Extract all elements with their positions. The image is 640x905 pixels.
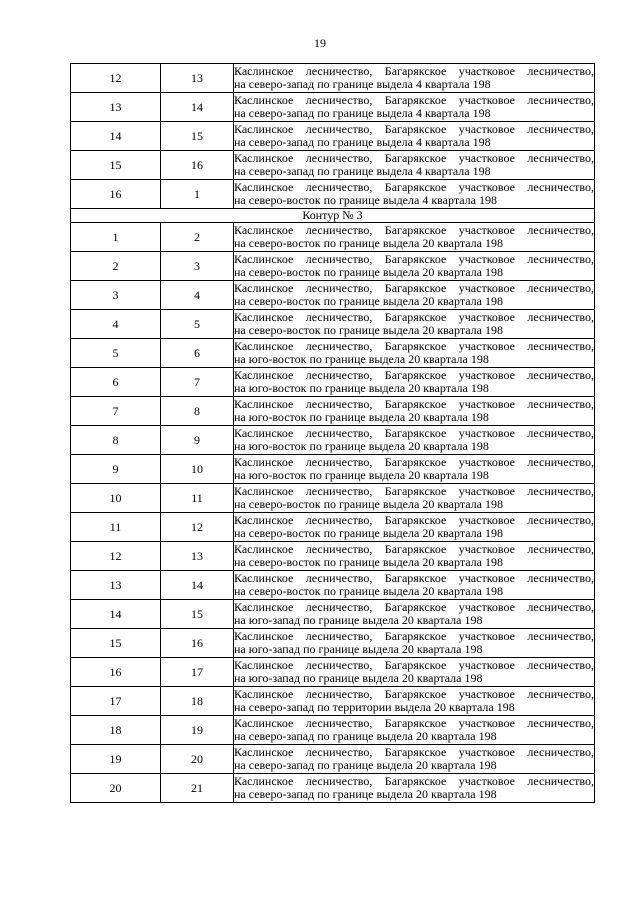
description-line-2: на юго-восток по границе выдела 20 квартала 198 [234, 352, 489, 366]
description-line-1: Каслинское лесничество, Багарякское участковое лесничество, [234, 310, 594, 324]
table-row [71, 484, 595, 513]
table-row [71, 426, 595, 455]
boundary-description-cell [234, 716, 595, 745]
description-line-2: на северо-запад по границе выдела 4 квартала 198 [234, 164, 491, 178]
table-row [71, 310, 595, 339]
point-to-cell: 12 [161, 513, 234, 542]
boundary-description-cell [234, 281, 595, 310]
point-to-cell: 3 [161, 252, 234, 281]
boundary-table [70, 63, 595, 803]
point-to-cell: 16 [161, 151, 234, 180]
description-line-1: Каслинское лесничество, Багарякское участковое лесничество, [234, 281, 594, 295]
description-line-2: на северо-запад по границе выдела 4 квартала 198 [234, 106, 491, 120]
table-row [71, 151, 595, 180]
boundary-description-cell [234, 93, 595, 122]
point-to-cell: 14 [161, 571, 234, 600]
description-line-2: на северо-восток по границе выдела 20 квартала 198 [234, 323, 503, 337]
description-line-2: на северо-запад по границе выдела 20 квартала 198 [234, 787, 497, 801]
boundary-description-cell [234, 600, 595, 629]
description-line-2: на юго-восток по границе выдела 20 квартала 198 [234, 381, 489, 395]
description-line-2: на юго-восток по границе выдела 20 квартала 198 [234, 439, 489, 453]
description-line-1: Каслинское лесничество, Багарякское участковое лесничество, [234, 122, 594, 136]
description-line-1: Каслинское лесничество, Багарякское участковое лесничество, [234, 716, 594, 730]
description-line-2: на северо-запад по границе выдела 20 квартала 198 [234, 729, 497, 743]
table-row [71, 397, 595, 426]
description-line-2: на юго-восток по границе выдела 20 квартала 198 [234, 468, 489, 482]
point-from-cell: 2 [71, 252, 161, 281]
description-line-1: Каслинское лесничество, Багарякское участковое лесничество, [234, 542, 594, 556]
description-line-2: на юго-запад по границе выдела 20 квартала 198 [234, 671, 483, 685]
point-to-cell: 13 [161, 542, 234, 571]
table-row [71, 658, 595, 687]
description-line-1: Каслинское лесничество, Багарякское участковое лесничество, [234, 600, 594, 614]
description-line-2: на юго-восток по границе выдела 20 квартала 198 [234, 410, 489, 424]
point-from-cell: 19 [71, 745, 161, 774]
point-from-cell: 12 [71, 64, 161, 93]
point-from-cell: 18 [71, 716, 161, 745]
point-from-cell: 13 [71, 93, 161, 122]
description-line-1: Каслинское лесничество, Багарякское участковое лесничество, [234, 513, 594, 527]
table-row [71, 252, 595, 281]
table-row [71, 687, 595, 716]
description-line-1: Каслинское лесничество, Багарякское участковое лесничество, [234, 397, 594, 411]
description-line-2: на северо-восток по границе выдела 20 квартала 198 [234, 584, 503, 598]
table-row [71, 180, 595, 209]
table-row [71, 774, 595, 803]
point-to-cell: 17 [161, 658, 234, 687]
description-line-2: на северо-восток по границе выдела 20 квартала 198 [234, 497, 503, 511]
point-from-cell: 6 [71, 368, 161, 397]
point-to-cell: 18 [161, 687, 234, 716]
point-from-cell: 11 [71, 513, 161, 542]
contour-label: Контур № 3 [71, 209, 595, 223]
description-line-2: на северо-восток по границе выдела 20 квартала 198 [234, 555, 503, 569]
table-row [71, 629, 595, 658]
boundary-description-cell [234, 774, 595, 803]
boundary-description-cell [234, 571, 595, 600]
description-line-2: на северо-восток по границе выдела 20 квартала 198 [234, 236, 503, 250]
point-from-cell: 9 [71, 455, 161, 484]
description-line-2: на юго-запад по границе выдела 20 квартала 198 [234, 613, 483, 627]
description-line-1: Каслинское лесничество, Багарякское участковое лесничество, [234, 687, 594, 701]
description-line-1: Каслинское лесничество, Багарякское участковое лесничество, [234, 455, 594, 469]
point-to-cell: 8 [161, 397, 234, 426]
table-row [71, 368, 595, 397]
point-to-cell: 13 [161, 64, 234, 93]
description-line-1: Каслинское лесничество, Багарякское участковое лесничество, [234, 484, 594, 498]
boundary-description-cell [234, 64, 595, 93]
boundary-description-cell [234, 629, 595, 658]
description-line-2: на северо-запад по границе выдела 4 квартала 198 [234, 77, 491, 91]
table-row [71, 513, 595, 542]
description-line-1: Каслинское лесничество, Багарякское участковое лесничество, [234, 151, 594, 165]
point-to-cell: 15 [161, 600, 234, 629]
point-to-cell: 9 [161, 426, 234, 455]
description-line-1: Каслинское лесничество, Багарякское участковое лесничество, [234, 368, 594, 382]
point-to-cell: 16 [161, 629, 234, 658]
point-from-cell: 16 [71, 180, 161, 209]
point-from-cell: 13 [71, 571, 161, 600]
boundary-description-cell [234, 658, 595, 687]
description-line-2: на северо-восток по границе выдела 4 квартала 198 [234, 193, 497, 207]
description-line-1: Каслинское лесничество, Багарякское участковое лесничество, [234, 629, 594, 643]
description-line-2: на северо-восток по границе выдела 20 квартала 198 [234, 265, 503, 279]
description-line-2: на северо-восток по границе выдела 20 квартала 198 [234, 526, 503, 540]
point-from-cell: 8 [71, 426, 161, 455]
point-to-cell: 11 [161, 484, 234, 513]
table-row [71, 542, 595, 571]
point-to-cell: 4 [161, 281, 234, 310]
description-line-2: на северо-запад по территории выдела 20 квартала 198 [234, 700, 515, 714]
point-to-cell: 19 [161, 716, 234, 745]
table-row [71, 281, 595, 310]
table-row [71, 716, 595, 745]
boundary-table-body [71, 64, 595, 803]
point-from-cell: 14 [71, 122, 161, 151]
table-row [71, 455, 595, 484]
point-to-cell: 21 [161, 774, 234, 803]
boundary-description-cell [234, 223, 595, 252]
table-row [71, 93, 595, 122]
description-line-1: Каслинское лесничество, Багарякское участковое лесничество, [234, 339, 594, 353]
boundary-description-cell [234, 745, 595, 774]
boundary-description-cell [234, 368, 595, 397]
table-row [71, 745, 595, 774]
description-line-1: Каслинское лесничество, Багарякское участковое лесничество, [234, 745, 594, 759]
point-to-cell: 10 [161, 455, 234, 484]
description-line-2: на северо-восток по границе выдела 20 квартала 198 [234, 294, 503, 308]
boundary-description-cell [234, 122, 595, 151]
point-to-cell: 6 [161, 339, 234, 368]
description-line-1: Каслинское лесничество, Багарякское участковое лесничество, [234, 774, 594, 788]
point-from-cell: 17 [71, 687, 161, 716]
point-from-cell: 12 [71, 542, 161, 571]
description-line-1: Каслинское лесничество, Багарякское участковое лесничество, [234, 658, 594, 672]
point-from-cell: 3 [71, 281, 161, 310]
table-row [71, 64, 595, 93]
description-line-1: Каслинское лесничество, Багарякское участковое лесничество, [234, 93, 594, 107]
description-line-1: Каслинское лесничество, Багарякское участковое лесничество, [234, 223, 594, 237]
table-row [71, 223, 595, 252]
point-from-cell: 7 [71, 397, 161, 426]
point-from-cell: 15 [71, 151, 161, 180]
point-from-cell: 15 [71, 629, 161, 658]
description-line-1: Каслинское лесничество, Багарякское участковое лесничество, [234, 64, 594, 78]
table-row [71, 339, 595, 368]
point-to-cell: 7 [161, 368, 234, 397]
point-from-cell: 4 [71, 310, 161, 339]
boundary-description-cell [234, 310, 595, 339]
point-from-cell: 16 [71, 658, 161, 687]
description-line-1: Каслинское лесничество, Багарякское участковое лесничество, [234, 426, 594, 440]
boundary-description-cell [234, 339, 595, 368]
page-number: 19 [314, 36, 326, 50]
table-row [71, 571, 595, 600]
point-from-cell: 1 [71, 223, 161, 252]
point-from-cell: 20 [71, 774, 161, 803]
description-line-2: на юго-запад по границе выдела 20 квартала 198 [234, 642, 483, 656]
boundary-description-cell [234, 484, 595, 513]
boundary-description-cell [234, 397, 595, 426]
table-row [71, 122, 595, 151]
point-from-cell: 14 [71, 600, 161, 629]
point-to-cell: 14 [161, 93, 234, 122]
boundary-description-cell [234, 455, 595, 484]
boundary-description-cell [234, 542, 595, 571]
point-to-cell: 5 [161, 310, 234, 339]
description-line-2: на северо-запад по границе выдела 4 квартала 198 [234, 135, 491, 149]
point-to-cell: 20 [161, 745, 234, 774]
boundary-description-cell [234, 180, 595, 209]
contour-header-row [71, 209, 595, 223]
description-line-2: на северо-запад по границе выдела 20 квартала 198 [234, 758, 497, 772]
description-line-1: Каслинское лесничество, Багарякское участковое лесничество, [234, 252, 594, 266]
boundary-description-cell [234, 513, 595, 542]
description-line-1: Каслинское лесничество, Багарякское участковое лесничество, [234, 180, 594, 194]
boundary-description-cell [234, 426, 595, 455]
point-to-cell: 15 [161, 122, 234, 151]
table-row [71, 600, 595, 629]
point-from-cell: 10 [71, 484, 161, 513]
point-to-cell: 1 [161, 180, 234, 209]
boundary-description-cell [234, 252, 595, 281]
boundary-description-cell [234, 151, 595, 180]
point-to-cell: 2 [161, 223, 234, 252]
point-from-cell: 5 [71, 339, 161, 368]
boundary-description-cell [234, 687, 595, 716]
description-line-1: Каслинское лесничество, Багарякское участковое лесничество, [234, 571, 594, 585]
